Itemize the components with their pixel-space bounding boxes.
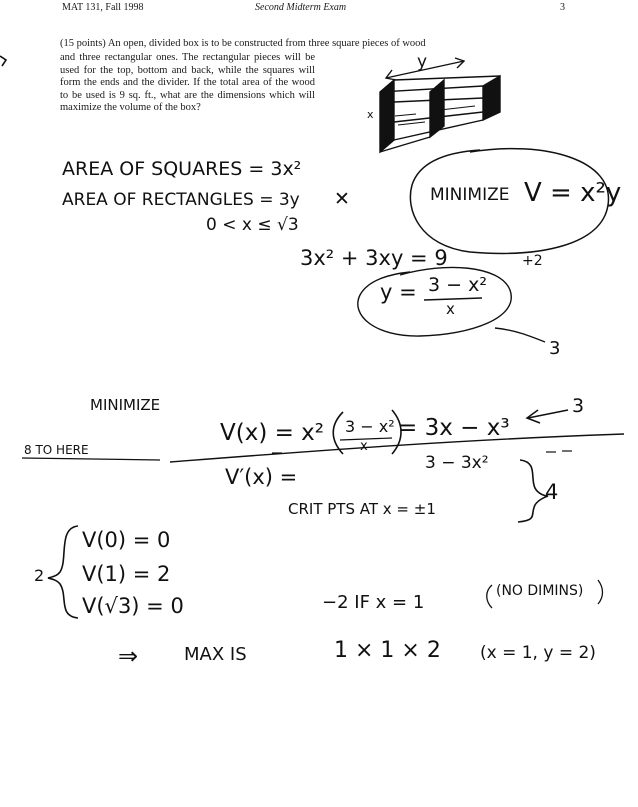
- margin-check-mark: [0, 56, 6, 66]
- solve-for-y: y =: [380, 280, 417, 304]
- minimize-v-expression: V = x²y: [524, 178, 622, 208]
- deduction-note: (NO DIMINS): [496, 583, 584, 599]
- eval-v-sqrt3: V(√3) = 0: [82, 594, 184, 618]
- area-of-rectangles: AREA OF RECTANGLES = 3y: [62, 190, 300, 210]
- score-4: 4: [545, 480, 559, 504]
- diagram-label-y: y: [417, 52, 428, 72]
- problem-first-line: (15 points) An open, divided box is to be constructed from three square pieces of wood: [60, 38, 426, 49]
- score-3-constraint: 3: [549, 338, 561, 359]
- exam-title: Second Midterm Exam: [255, 2, 347, 13]
- grader-note: 8 TO HERE: [24, 443, 89, 457]
- area-of-squares: AREA OF SQUARES = 3x²: [62, 158, 302, 180]
- scratch-mark: ✕: [334, 188, 350, 210]
- v-of-x-fraction-numerator: 3 − x²: [345, 417, 395, 436]
- diagram-label-x-side: x: [367, 108, 374, 121]
- solve-y-denominator: x: [446, 300, 455, 318]
- problem-text: and three rectangular ones. The rectangular pieces will be used for the top, bottom and back, while the squares will form the ends and the divider. If the total area of the wood to be used is 9 sq. ft., what are the dimensions which will maximize the volume of the box?: [60, 52, 315, 113]
- max-arrow: ⇒: [118, 642, 139, 670]
- v-prime-lhs: V′(x) =: [225, 465, 298, 489]
- max-value: 1 × 1 × 2: [334, 638, 441, 663]
- max-answer: (x = 1, y = 2): [480, 643, 596, 663]
- v-of-x-rhs: = 3x − x³: [398, 415, 510, 441]
- diagram-label-x-bottom: x: [382, 135, 389, 148]
- score-3-volume: 3: [572, 395, 585, 417]
- max-label: MAX IS: [184, 644, 247, 665]
- score-plus-2: +2: [522, 253, 543, 269]
- page-number: 3: [560, 2, 565, 13]
- domain-of-x: 0 < x ≤ √3: [206, 215, 299, 235]
- eval-v-0: V(0) = 0: [82, 528, 171, 552]
- score-2: 2: [34, 566, 45, 585]
- minimize-label: MINIMIZE: [90, 396, 161, 414]
- box-diagram: [380, 58, 500, 152]
- deduction: −2 IF x = 1: [322, 592, 425, 613]
- critical-points: CRIT PTS AT x = ±1: [288, 500, 436, 518]
- minimize-v-label: MINIMIZE: [430, 185, 510, 205]
- v-prime-rhs: 3 − 3x²: [425, 453, 489, 473]
- area-constraint: 3x² + 3xy = 9: [300, 246, 448, 270]
- solve-y-numerator: 3 − x²: [428, 274, 487, 296]
- v-of-x-lhs: V(x) = x²: [220, 420, 325, 446]
- v-of-x-fraction-denominator: x: [360, 439, 368, 454]
- course-header: MAT 131, Fall 1998: [62, 2, 144, 13]
- eval-v-1: V(1) = 2: [82, 562, 171, 586]
